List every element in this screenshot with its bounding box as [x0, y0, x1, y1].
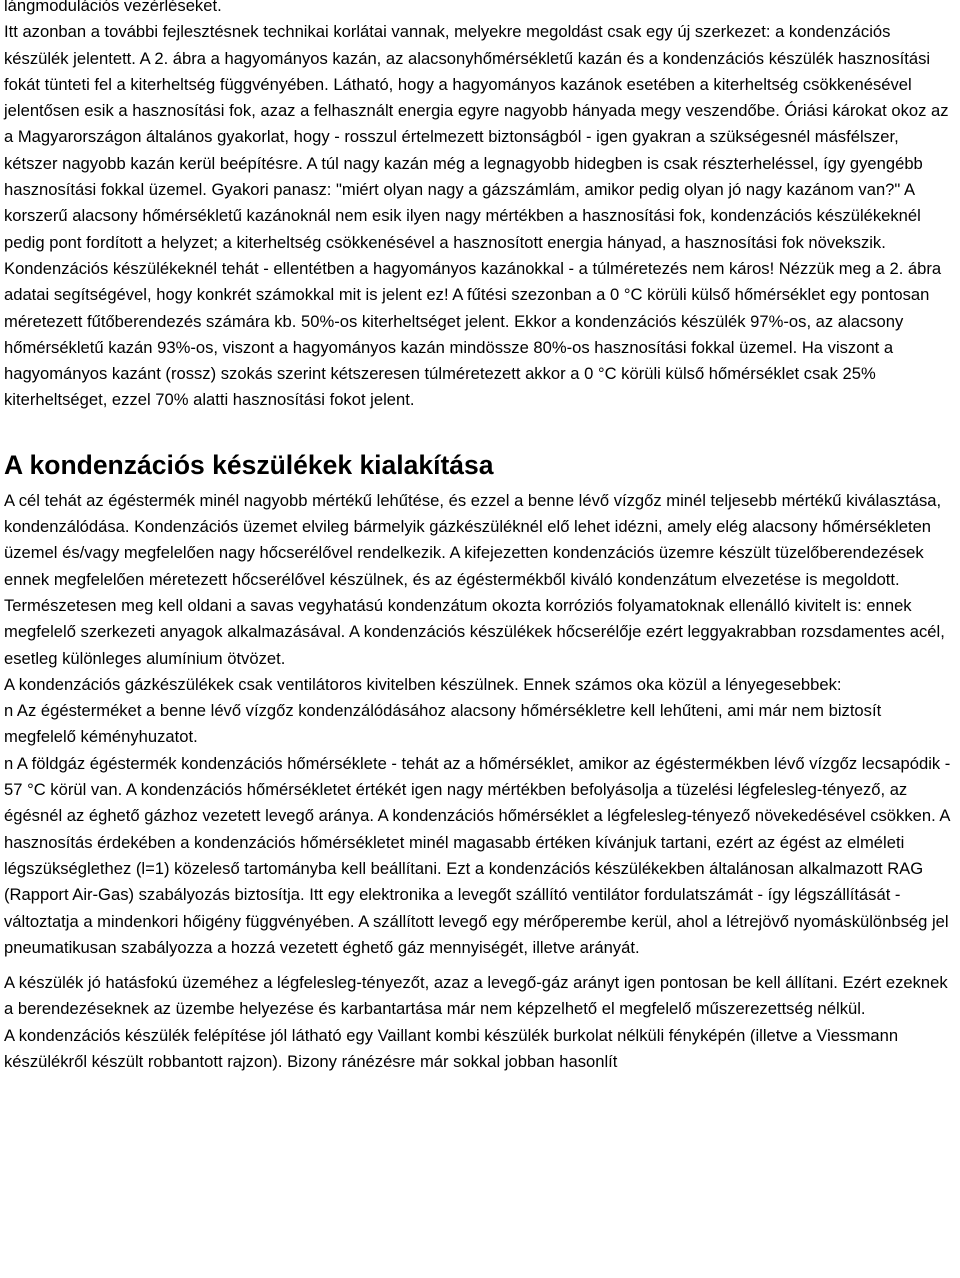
- document-page: [4, 0, 954, 1075]
- paragraph-oversizing-example: Kondenzációs készülékeknél tehát - ellentétben a hagyományos kazánokkal - a túlméretezés nem káros! Nézzük meg a 2. ábra adatai segítségével, hogy konkrét számokkal mit is jelent ez! A fűtési szezonban a 0 °C körüli külső hőmérséklet egy pontosan méretezett fűtőberendezés számára kb. 50%-os kiterheltséget jelent. Ekkor a kondenzációs készülék 97%-os, az alacsony hőmérsékletű kazán 93%-os, viszont a hagyományos kazán mindössze 80%-os hasznosítási fokkal üzemel. Ha viszont a hagyományos kazánt (rossz) szokás szerint kétszeresen túlméretezett akkor a 0 °C körüli külső hőmérséklet csak 25% kiterheltséget, ezzel 70% alatti hasznosítási fokot jelent.: [4, 258, 942, 410]
- paragraph-bullet-condensation-temperature: n A földgáz égéstermék kondenzációs hőmérséklete - tehát az a hőmérséklet, amikor az égéstermékben lévő vízgőz lecsapódik - 57 °C körül van. A kondenzációs hőmérsékletet értékét igen nagy mértékben befolyásolja a tüzelési légfelesleg-tényező, az égésnél az éghető gázhoz vezetett levegő aránya. A kondenzációs hőmérséklet a légfelesleg-tényező növekedésével csökken. A hasznosítás érdekében a kondenzációs hőmérsékletet minél magasabb értéken kívánjuk tartani, ezért az égést az elméleti légszükséglethez (l=1) közeleső tartományba kell beállítani. Ezt a kondenzációs készülékekben általánosan alkalmazott RAG (Rapport Air-Gas) szabályozás biztosítja. Itt egy elektronika a levegőt szállító ventilátor fordulatszámát - így légszállítását - változtatja a mindenkori hőigény függvényében. A szállított levegő egy mérőperembe kerül, ahol a létrejövő nyomáskülönbség jel pneumatikusan szabályozza a hozzá vezetett éghető gáz mennyiségét, illetve arányát.: [4, 753, 951, 957]
- paragraph-device-structure: A kondenzációs készülék felépítése jól látható egy Vaillant kombi készülék burkolat nélküli fényképén (illetve a Viessmann készülékről készült robbantott rajzon). Bizony ránézésre már sokkal jobban hasonlít: [4, 1025, 899, 1071]
- section-heading: A kondenzációs készülékek kialakítása: [4, 449, 494, 480]
- paragraph-efficiency-comparison: Itt azonban a további fejlesztésnek technikai korlátai vannak, melyekre megoldást csak egy új szerkezet: a kondenzációs készülék jelentett. A 2. ábra a hagyományos kazán, az alacsonyhőmérsékletű kazán és a kondenzációs készülék hasznosítási fokát tünteti fel a kiterheltség függvényében. Látható, hogy a hagyományos kazánok esetében a kiterheltség csökkenésével jelentősen esik a hasznosítási fok, azaz a felhasznált energia egyre nagyobb hányada megy veszendőbe. Óriási károkat okoz az a Magyarországon általános gyakorlat, hogy - rosszul értelmezett biztonságból - igen gyakran a szükségesnél másfélszer, kétszer nagyobb kazán kerül beépítésre. A túl nagy kazán még a legnagyobb hidegben is csak részterheléssel, így gyengébb hasznosítási fokkal üzemel. Gyakori panasz: "miért olyan nagy a gázszámlám, amikor pedig olyan jó nagy kazánom van?" A korszerű alacsony hőmérsékletű kazánoknál nem esik ilyen nagy mértékben a hasznosítási fok, kondenzációs készülékeknél pedig pont fordított a helyzet; a kiterheltség csökkenésével a hasznosított energia hányad, a hasznosítási fok növekszik.: [4, 22, 949, 252]
- paragraph-bullet-draft: n Az égésterméket a benne lévő vízgőz kondenzálódásához alacsony hőmérsékletre kell lehűteni, ami már nem biztosít megfelelő kéményhuzatot.: [4, 701, 882, 747]
- paragraph-air-gas-ratio: A készülék jó hatásfokú üzeméhez a légfelesleg-tényezőt, azaz a levegő-gáz arányt igen pontosan be kell állítani. Ezért ezeknek a berendezéseknek az üzembe helyezése és karbantartása már nem képzelhető el megfelelő műszerezettség nélkül.: [4, 973, 948, 1019]
- paragraph-condensation-goal: A cél tehát az égéstermék minél nagyobb mértékű lehűtése, és ezzel a benne lévő vízgőz minél teljesebb mértékű kiválasztása, kondenzálódása. Kondenzációs üzemet elvileg bármelyik gázkészüléknél elő lehet idézni, amely elég alacsony hőmérsékleten üzemel és/vagy megfelelően nagy hőcserélővel rendelkezik. A kifejezetten kondenzációs üzemre készült tüzelőberendezések ennek megfelelően méretezett hőcserélővel készülnek, és az égéstermékből kiváló kondenzátum elvezetése is megoldott. Természetesen meg kell oldani a savas vegyhatású kondenzátum okozta korróziós folyamatoknak ellenálló kivitelt is: ennek megfelelő szerkezeti anyagok alkalmazásával. A kondenzációs készülékek hőcserélője ezért leggyakrabban rozsdamentes acél, esetleg különleges alumínium ötvözet.: [4, 490, 945, 668]
- paragraph-fan-design: A kondenzációs gázkészülékek csak ventilátoros kivitelben készülnek. Ennek számos oka közül a lényegesebbek:: [4, 674, 842, 694]
- paragraph-intro-fragment: lángmodulációs vezérléseket.: [4, 0, 222, 15]
